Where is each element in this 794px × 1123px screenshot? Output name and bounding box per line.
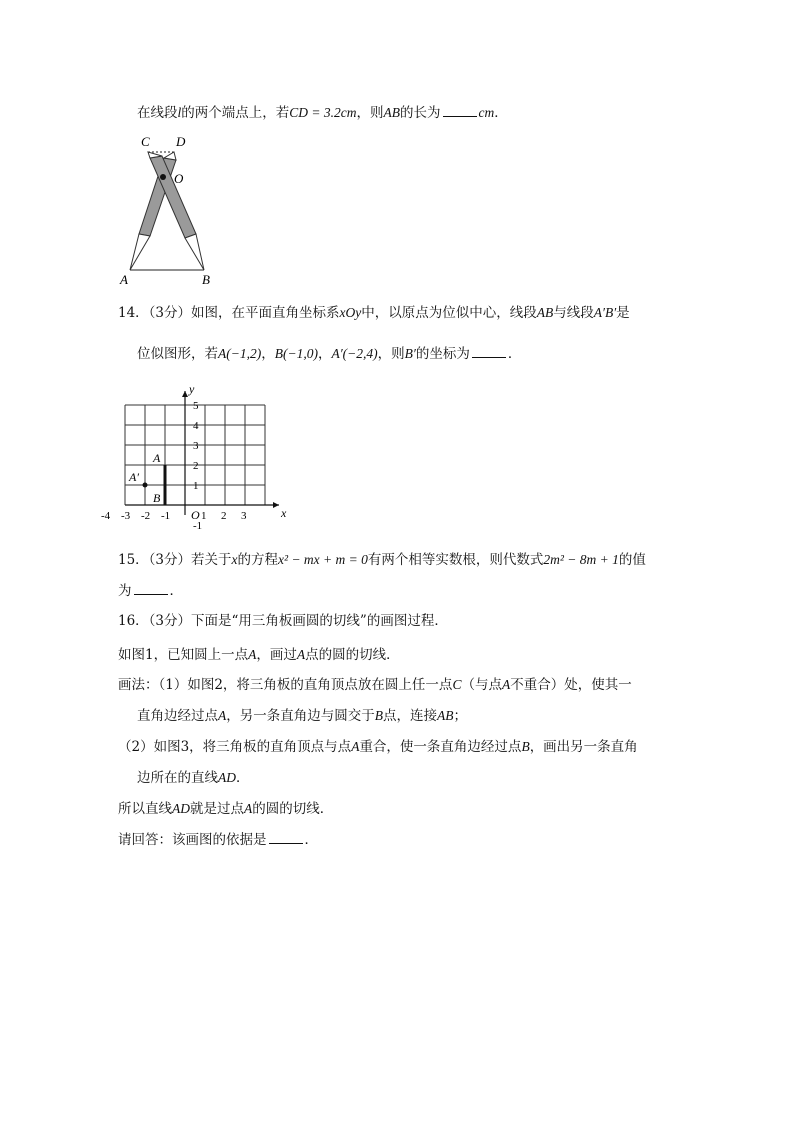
y-tick-label: -1	[193, 520, 203, 532]
label-point-b: B	[153, 491, 161, 505]
text: 的两个端点上，若	[181, 105, 290, 121]
math-point-b: B(−1,0)	[274, 346, 318, 361]
text: ，则	[377, 346, 405, 362]
text: ．	[304, 832, 318, 848]
text: ，	[261, 346, 275, 362]
text: 与线段	[553, 305, 594, 321]
text: 在线段	[137, 105, 178, 121]
text: 就是过点	[190, 801, 244, 817]
text: 画法：（1）如图2，将三角板的直角顶点放在圆上任一点	[118, 677, 453, 693]
text: 直角边经过点	[137, 708, 218, 724]
q16-line5	[118, 738, 638, 756]
text: 所以直线	[118, 801, 172, 817]
math-a: A	[244, 801, 253, 816]
math-l: l	[177, 105, 182, 120]
text: 边所在的直线	[137, 770, 218, 786]
x-tick-label: -4	[101, 510, 111, 522]
question-number: 16．（3分）	[118, 613, 192, 629]
y-tick-label: 4	[193, 420, 199, 432]
text: 下面是“用三角板画圆的切线”的画图过程．	[191, 613, 448, 629]
y-tick-label: 2	[193, 460, 199, 472]
q16-line1	[118, 612, 448, 630]
x-tick-label: -2	[141, 510, 151, 522]
x-tick-label: -3	[121, 510, 131, 522]
label-d: D	[176, 134, 186, 149]
q16-line6	[137, 769, 250, 787]
text: 如图1，已知圆上一点	[118, 647, 249, 663]
math-ab: AB	[383, 105, 400, 120]
math-apbp: A′B′	[593, 305, 617, 320]
label-point-a: A	[153, 451, 161, 465]
text: 的值	[618, 552, 646, 568]
x-tick-label: 3	[241, 510, 247, 522]
math-point-ap: A′(−2,4)	[331, 346, 378, 361]
compass-figure	[112, 130, 222, 290]
q16-line3	[118, 676, 632, 694]
text: 的方程	[237, 552, 279, 568]
math-xoy: xOy	[339, 305, 362, 320]
math-x: x	[231, 552, 238, 567]
x-tick-label: 1	[201, 510, 207, 522]
math-expression: 2m² − 8m + 1	[543, 552, 619, 567]
compass-tip-left	[130, 234, 150, 270]
label-point-a-prime: A′	[129, 470, 139, 484]
text: ；	[453, 708, 467, 724]
y-tick-label: 1	[193, 480, 199, 492]
compass-top-d	[164, 152, 176, 160]
text: （2）如图3，将三角板的直角顶点与点	[118, 739, 352, 755]
label-c: C	[141, 134, 150, 149]
math-ab: AB	[437, 708, 454, 723]
label-o: O	[174, 171, 184, 186]
text: 的长为	[400, 105, 441, 121]
point-a-prime	[143, 483, 148, 488]
x-tick-label: -1	[161, 510, 171, 522]
x-axis-arrow	[273, 502, 279, 508]
text: （与点	[461, 677, 502, 693]
text: ，画出另一条直角	[529, 739, 638, 755]
axis-label-y: y	[189, 382, 195, 396]
text: 是	[616, 305, 630, 321]
q15-line1	[118, 551, 646, 569]
q16-line8	[118, 831, 318, 849]
math-point-a: A(−1,2)	[218, 346, 262, 361]
axis-label-x: x	[281, 506, 287, 520]
text: ．	[507, 346, 522, 362]
text: 不重合）处，使其一	[510, 677, 632, 693]
text: ，画过	[256, 647, 297, 663]
math-a: A	[218, 708, 227, 723]
q15-line2	[118, 582, 183, 600]
text: 的圆的切线．	[252, 801, 334, 817]
text: 点，连接	[383, 708, 437, 724]
text: 点的圆的切线．	[305, 647, 400, 663]
math-a: A	[351, 739, 360, 754]
math-b: B	[374, 708, 383, 723]
q16-line2	[118, 646, 400, 664]
q16-line7	[118, 800, 333, 818]
math-condition: CD = 3.2cm	[289, 105, 357, 120]
math-a: A	[248, 647, 257, 662]
coordinate-grid-figure	[101, 382, 290, 532]
text: 有两个相等实数根，则代数式	[367, 552, 544, 568]
q14-line1	[118, 304, 630, 322]
text: 若关于	[191, 552, 232, 568]
text: ，另一条直角边与圆交于	[226, 708, 375, 724]
text: 中，以原点为位似中心，线段	[361, 305, 537, 321]
math-ad: AD	[172, 801, 190, 816]
y-axis-arrow	[182, 391, 188, 397]
math-a: A	[296, 647, 306, 662]
math-b: B	[521, 739, 530, 754]
text: 重合，使一条直角边经过点	[359, 739, 522, 755]
question-number: 15．（3分）	[118, 552, 192, 568]
answer-blank[interactable]	[443, 104, 477, 117]
origin-label: O	[191, 508, 200, 522]
label-a: A	[120, 272, 128, 287]
compass-tip-right	[185, 234, 204, 270]
text: ，则	[356, 105, 384, 121]
x-tick-label: 2	[221, 510, 227, 522]
q13-text	[137, 104, 508, 122]
question-number: 14．（3分）	[118, 305, 192, 321]
y-tick-label: 3	[193, 440, 199, 452]
unit: cm	[478, 105, 495, 120]
text: ．	[494, 105, 508, 121]
math-ab: AB	[536, 305, 554, 320]
math-ad: AD	[218, 770, 236, 785]
text: ，	[317, 346, 332, 362]
text: 请回答：该画图的依据是	[118, 832, 267, 848]
text: 如图，在平面直角坐标系	[191, 305, 340, 321]
pivot-point-o	[160, 174, 166, 180]
answer-blank[interactable]	[472, 345, 506, 358]
answer-blank[interactable]	[134, 582, 168, 595]
math-a: A	[501, 677, 511, 692]
text: 位似图形，若	[137, 346, 218, 362]
math-bp: B′	[404, 346, 416, 361]
text: 的坐标为	[415, 346, 470, 362]
text: ．	[236, 770, 250, 786]
label-b: B	[202, 272, 210, 287]
text: ．	[169, 583, 183, 599]
q14-line2	[137, 345, 521, 363]
q16-line4	[137, 707, 467, 725]
math-equation: x² − mx + m = 0	[278, 552, 368, 567]
answer-blank[interactable]	[269, 831, 303, 844]
y-tick-label: 5	[193, 400, 199, 412]
math-c: C	[452, 677, 462, 692]
text: 为	[118, 583, 132, 599]
